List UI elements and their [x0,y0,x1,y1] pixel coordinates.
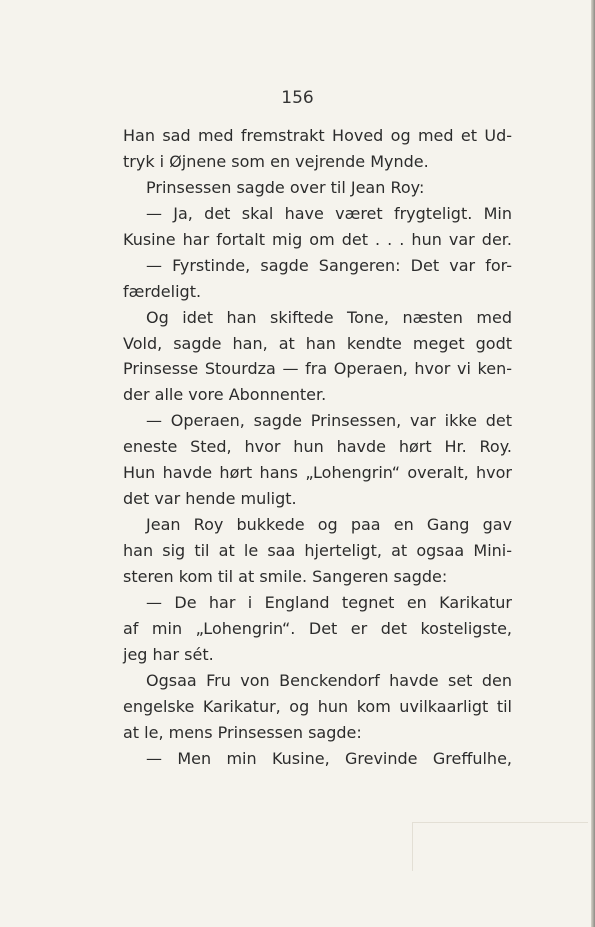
text-line: han sig til at le saa hjerteligt, at ogsaa Mini- [123,541,512,560]
text-line: steren kom til at smile. Sangeren sagde: [123,566,448,586]
text-line: — De har i England tegnet en Karikatur [146,592,512,612]
text-line: Prinsesse Stourdza — fra Operaen, hvor vi ken- [123,359,512,379]
text-line: eneste Sted, hvor hun havde hørt Hr. Roy. [123,437,512,457]
text-line: — Ja, det skal have været frygteligt. Min [146,203,512,223]
text-line: af min „Lohengrin“. Det er det kosteligste, [123,618,512,638]
text-line: det var hende muligt. [123,489,297,509]
text-line: Kusine har fortalt mig om det . . . hun var der. [123,229,512,249]
page-edge [591,0,595,927]
bleed-through-mark [412,822,588,871]
text-line: færdeligt. [123,281,202,301]
text-line: — Men min Kusine, Grevinde Greffulhe, [146,748,512,768]
text-line: Vold, sagde han, at han kendte meget godt [123,333,512,353]
text-line: — Operaen, sagde Prinsessen, var ikke det [146,411,512,431]
text-line: tryk i Øjnene som en vejrende Mynde. [123,151,429,171]
page-number: 156 [281,88,314,108]
text-line: Hun havde hørt hans „Lohengrin“ overalt, hvor [123,463,512,483]
text-line: engelske Karikatur, og hun kom uvilkaarligt til [123,696,512,716]
text-line: Ogsaa Fru von Benckendorf havde set den [146,670,512,690]
text-line: der alle vore Abonnenter. [123,385,327,405]
body-text [123,123,512,771]
text-line: at le, mens Prinsessen sagde: [123,722,362,742]
text-line: Prinsessen sagde over til Jean Roy: [146,177,425,197]
text-line: jeg har sét. [123,644,214,664]
text-line: Han sad med fremstrakt Hoved og med et Ud- [123,126,512,145]
text-line: Jean Roy bukkede og paa en Gang gav [146,515,512,535]
text-line: Og idet han skiftede Tone, næsten med [146,307,512,327]
text-line: — Fyrstinde, sagde Sangeren: Det var for- [146,255,512,275]
